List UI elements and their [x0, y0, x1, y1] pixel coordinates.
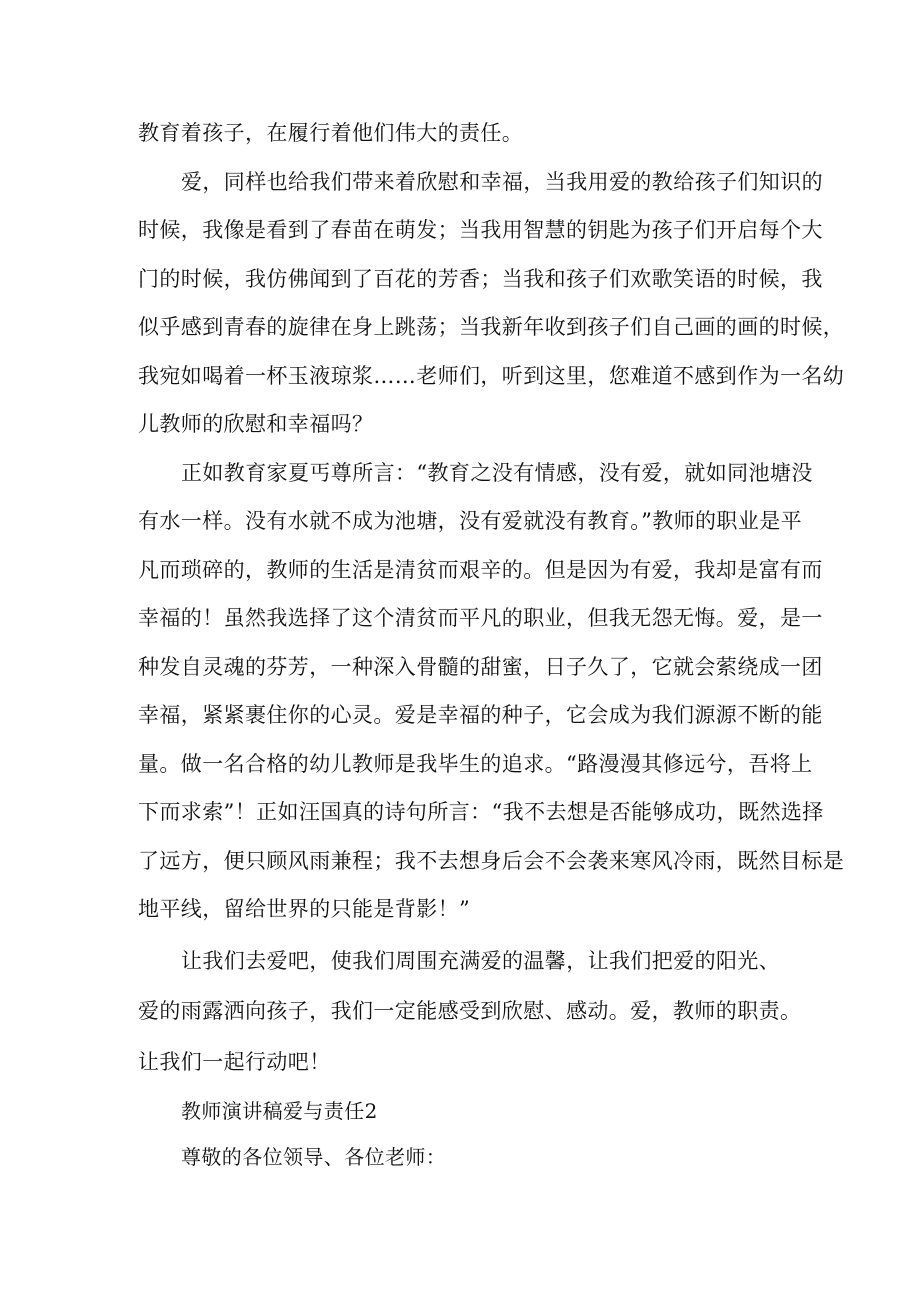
text-line: 时候，我像是看到了春苗在萌发；当我用智慧的钥匙为孩子们开启每个大: [138, 218, 823, 242]
text-line: 我宛如喝着一杯玉液琼浆……老师们，听到这里，您难道不感到作为一名幼: [138, 364, 845, 388]
text-line: 有水一样。没有水就不成为池塘，没有爱就没有教育。”教师的职业是平: [138, 509, 803, 533]
text-line: 让我们一起行动吧！: [138, 1050, 331, 1074]
salutation: 尊敬的各位领导、各位老师：: [181, 1145, 447, 1169]
text-line: 凡而琐碎的，教师的生活是清贫而艰辛的。但是因为有爱，我却是富有而: [138, 558, 823, 582]
text-line: 种发自灵魂的芬芳，一种深入骨髓的甜蜜，日子久了，它就会萦绕成一团: [138, 655, 823, 679]
text-line: 幸福，紧紧裹住你的心灵。爱是幸福的种子，它会成为我们源源不断的能: [138, 703, 823, 727]
text-line: 幸福的！虽然我选择了这个清贫而平凡的职业，但我无怨无悔。爱，是一: [138, 606, 823, 630]
paragraph-start-line: 正如教育家夏丐尊所言：“教育之没有情感，没有爱，就如同池塘没: [181, 461, 813, 485]
text-line: 量。做一名合格的幼儿教师是我毕生的追求。“路漫漫其修远兮，吾将上: [138, 752, 813, 776]
text-line: 下而求索”！正如汪国真的诗句所言：“我不去想是否能够成功，既然选择: [138, 800, 824, 824]
text-line: 教育着孩子，在履行着他们伟大的责任。: [138, 121, 524, 145]
paragraph-start-line: 让我们去爱吧，使我们周围充满爱的温馨，让我们把爱的阳光、: [181, 949, 781, 973]
text-line: 地平线，留给世界的只能是背影！”: [138, 897, 471, 921]
text-line: 爱的雨露洒向孩子，我们一定能感受到欣慰、感动。爱，教师的职责。: [138, 999, 802, 1023]
text-line: 门的时候，我仿佛闻到了百花的芳香；当我和孩子们欢歌笑语的时候，我: [138, 267, 823, 291]
paragraph-start-line: 爱，同样也给我们带来着欣慰和幸福，当我用爱的教给孩子们知识的: [181, 170, 823, 194]
text-line: 似乎感到青春的旋律在身上跳荡；当我新年收到孩子们自己画的画的时候，: [138, 315, 845, 339]
text-line: 了远方，便只顾风雨兼程；我不去想身后会不会袭来寒风冷雨，既然目标是: [138, 849, 845, 873]
text-line: 儿教师的欣慰和幸福吗？: [138, 412, 374, 436]
section-title: 教师演讲稿爱与责任2: [181, 1099, 378, 1123]
